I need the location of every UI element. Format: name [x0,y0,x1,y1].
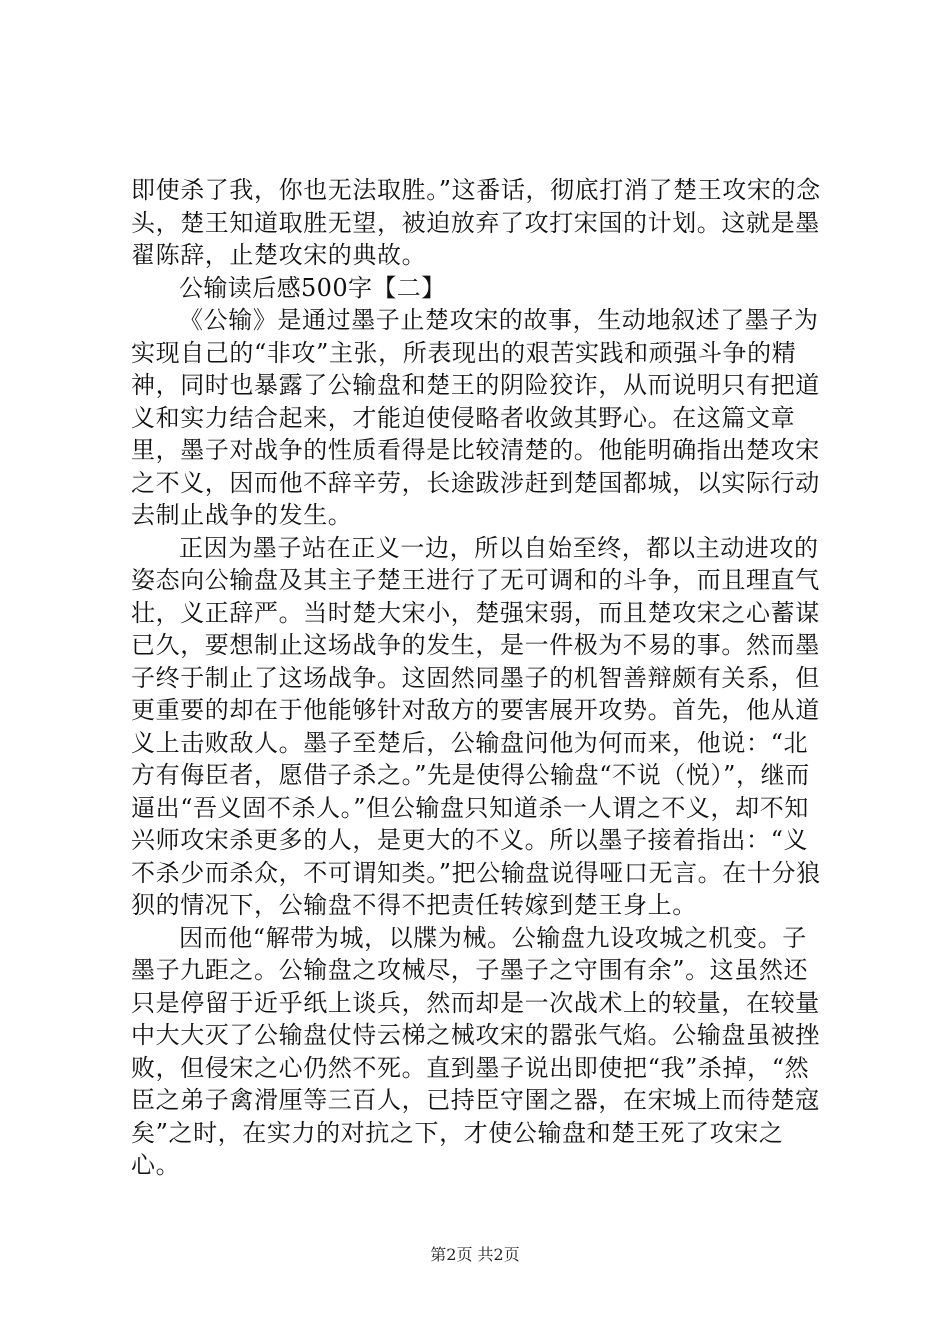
paragraph-conclusion: 因而他“解带为城，以牒为械。公输盘九设攻城之机变。子墨子九距之。公输盘之攻械尽，子墨子之守围有余”。这虽然还只是停留于近乎纸上谈兵，然而却是一次战术上的较量，在较量中大大灭了公输盘仗恃云梯之械攻宋的嚣张气焰。公输盘虽被挫败，但侵宋之心仍然不死。直到墨子说出即使把“我”杀掉，“然臣之弟子禽滑厘等三百人，已持臣守圉之器，在宋城上而待楚寇矣”之时，在实力的对抗之下，才使公输盘和楚王死了攻宋之心。 [131,923,820,1179]
paragraph-intro: 《公输》是通过墨子止楚攻宋的故事，生动地叙述了墨子为实现自己的“非攻”主张，所表现出的艰苦实践和顽强斗争的精神，同时也暴露了公输盘和楚王的阴险狡诈，从而说明只有把道义和实力结合起来，才能迫使侵略者收敛其野心。在这篇文章里，墨子对战争的性质看得是比较清楚的。他能明确指出楚攻宋之不义，因而他不辞辛劳，长途跋涉赶到楚国都城，以实际行动去制止战争的发生。 [131,306,820,529]
paragraph-continuation: 即使杀了我，你也无法取胜。”这番话，彻底打消了楚王攻宋的念头，楚王知道取胜无望，被迫放弃了攻打宋国的计划。这就是墨翟陈辞，止楚攻宋的典故。 [131,176,821,269]
article-body [131,174,831,1182]
section-heading: 公输读后感500字【二】 [179,273,446,302]
paragraph-argument: 正因为墨子站在正义一边，所以自始至终，都以主动进攻的姿态向公输盘及其主子楚王进行了无可调和的斗争，而且理直气壮，义正辞严。当时楚大宋小，楚强宋弱，而且楚攻宋之心蓄谋已久，要想制止这场战争的发生，是一件极为不易的事。然而墨子终于制止了这场战争。这固然同墨子的机智善辩颇有关系，但更重要的却在于他能够针对敌方的要害展开攻势。首先，他从道义上击败敌人。墨子至楚后，公输盘问他为何而来，他说：“北方有侮臣者，愿借子杀之。”先是使得公输盘“不说（悦）”，继而逼出“吾义固不杀人。”但公输盘只知道杀一人谓之不义，却不知兴师攻宋杀更多的人，是更大的不义。所以墨子接着指出：“义不杀少而杀众，不可谓知类。”把公输盘说得哑口无言。在十分狼狈的情况下，公输盘不得不把责任转嫁到楚王身上。 [131,533,821,919]
page-number-footer: 第2页 共2页 [430,1245,520,1264]
